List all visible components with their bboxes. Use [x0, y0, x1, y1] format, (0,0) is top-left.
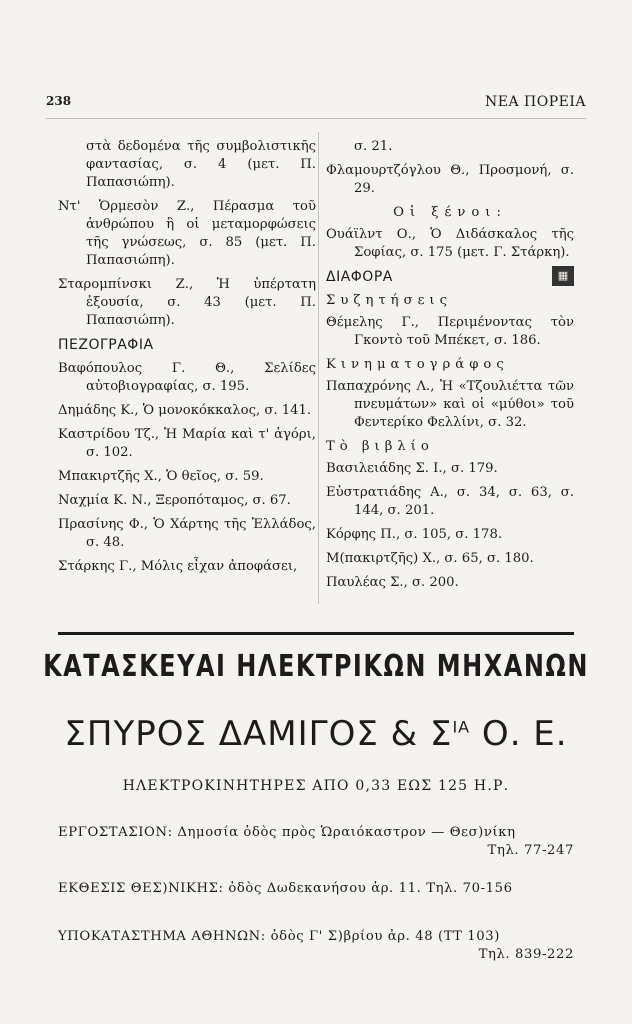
- ornament-icon: ▦: [552, 266, 574, 286]
- address-line: ΕΚΘΕΣΙΣ ΘΕΣ)ΝΙΚΗΣ: ὁδὸς Δωδεκανήσου ἀρ. 11. Τηλ. 70-156: [58, 881, 513, 896]
- ad-address-branch: [58, 928, 574, 964]
- address-line: ΕΡΓΟΣΤΑΣΙΟΝ: Δημοσία ὁδὸς πρὸς Ὡραιόκαστρον — Θεσ)νίκη: [58, 825, 516, 840]
- subheading-book: Τὸ βιβλίο: [326, 439, 434, 454]
- index-entry: σ. 21.: [354, 139, 393, 154]
- ad-product-line: ΗΛΕΚΤΡΟΚΙΝΗΤΗΡΕΣ ΑΠΟ 0,33 ΕΩΣ 125 Η.Ρ.: [122, 778, 510, 794]
- index-entry: Δημάδης Κ., Ὁ μονοκόκκαλος, σ. 141.: [58, 403, 312, 418]
- subheading-discussions: Συζητήσεις: [326, 293, 452, 308]
- ad-company-main: ΣΠΥΡΟΣ ΔΑΜΙΓΟΣ & Σ: [64, 714, 453, 754]
- index-entry: Μπακιρτζῆς Χ., Ὁ θεῖος, σ. 59.: [58, 469, 264, 484]
- index-entry: Εὐστρατιάδης Α., σ. 34, σ. 63, σ. 144, σ. 201.: [326, 485, 574, 518]
- index-entry: Κόρφης Π., σ. 105, σ. 178.: [326, 527, 503, 542]
- ad-address-showroom: [58, 880, 574, 898]
- ad-company-name: [0, 714, 632, 754]
- subheading-cinema: Κινηματογράφος: [326, 357, 509, 372]
- index-entry: Ντ' Ὁρμεσὸν Ζ., Πέρασμα τοῦ ἀνθρώπου ἢ οἱ μεταμορφώσεις τῆς γνώσεως, σ. 85 (μετ. Π. Παπασιώπη).: [58, 199, 316, 268]
- index-entry: Βαφόπουλος Γ. Θ., Σελίδες αὐτοβιογραφίας, σ. 195.: [58, 361, 316, 394]
- index-entry: Παπαχρόνης Λ., Ἡ «Τζουλιέττα τῶν πνευμάτων» καὶ οἱ «μύθοι» τοῦ Φεντερίκο Φελλίνι, σ. 32.: [326, 379, 574, 430]
- ad-address-factory: [58, 824, 574, 860]
- index-entry: Φλαμουρτζόγλου Θ., Προσμονή, σ. 29.: [326, 163, 574, 196]
- index-entry: Θέμελης Γ., Περιμένοντας τὸν Γκοντὸ τοῦ Μπέκετ, σ. 186.: [326, 315, 574, 348]
- index-entry: Ναχμία Κ. Ν., Ξεροπόταμος, σ. 67.: [58, 493, 291, 508]
- ad-company-end: Ο. Ε.: [470, 714, 568, 754]
- address-phone: Τηλ. 77-247: [487, 843, 574, 858]
- index-entry: Παυλέας Σ., σ. 200.: [326, 575, 459, 590]
- section-heading-prose: ΠΕΖΟΓΡΑΦΙΑ: [58, 337, 154, 353]
- index-entry: Πρασίνης Φ., Ὁ Χάρτης τῆς Ἑλλάδος, σ. 48.: [58, 517, 316, 550]
- index-entry: Σταρομπίνσκι Ζ., Ἡ ὑπέρτατη ἐξουσία, σ. 43 (μετ. Π. Παπασιώπη).: [58, 277, 316, 328]
- running-title: ΝΕΑ ΠΟΡΕΙΑ: [485, 94, 586, 110]
- header-rule: [46, 118, 586, 119]
- left-column: [58, 138, 316, 582]
- address-line: ΥΠΟΚΑΤΑΣΤΗΜΑ ΑΘΗΝΩΝ: ὁδὸς Γ' Σ)βρίου ἀρ. 48 (ΤΤ 103): [58, 929, 501, 944]
- column-divider: [318, 132, 319, 604]
- advertisement-rule: [58, 632, 574, 635]
- section-heading-row: [326, 268, 574, 286]
- page-header: [46, 94, 586, 114]
- index-entry: Ουάϊλντ Ο., Ὁ Διδάσκαλος τῆς Σοφίας, σ. 175 (μετ. Γ. Στάρκη).: [326, 227, 574, 260]
- subheading-foreigners: Οἱ ξένοι:: [393, 205, 507, 220]
- page-number: 238: [46, 94, 72, 108]
- index-entry: Μ(πακιρτζῆς) Χ., σ. 65, σ. 180.: [326, 551, 534, 566]
- ad-heading: ΚΑΤΑΣΚΕΥΑΙ ΗΛΕΚΤΡΙΚΩΝ ΜΗΧΑΝΩΝ: [43, 648, 589, 684]
- index-entry: Καστρίδου Τζ., Ἡ Μαρία καὶ τ' ἀγόρι, σ. 102.: [58, 427, 316, 460]
- address-phone: Τηλ. 839-222: [478, 947, 574, 962]
- index-entry: Στάρκης Γ., Μόλις εἶχαν ἀποφάσει,: [58, 559, 298, 574]
- index-entry: στὰ δεδομένα τῆς συμβολιστικῆς φαντασίας, σ. 4 (μετ. Π. Παπασιώπη).: [86, 139, 316, 190]
- ad-company-sup: ΙΑ: [452, 717, 471, 737]
- index-entry: Βασιλειάδης Σ. Ι., σ. 179.: [326, 461, 498, 476]
- right-column: [326, 138, 574, 598]
- section-heading-misc: ΔΙΑΦΟΡΑ: [326, 269, 393, 285]
